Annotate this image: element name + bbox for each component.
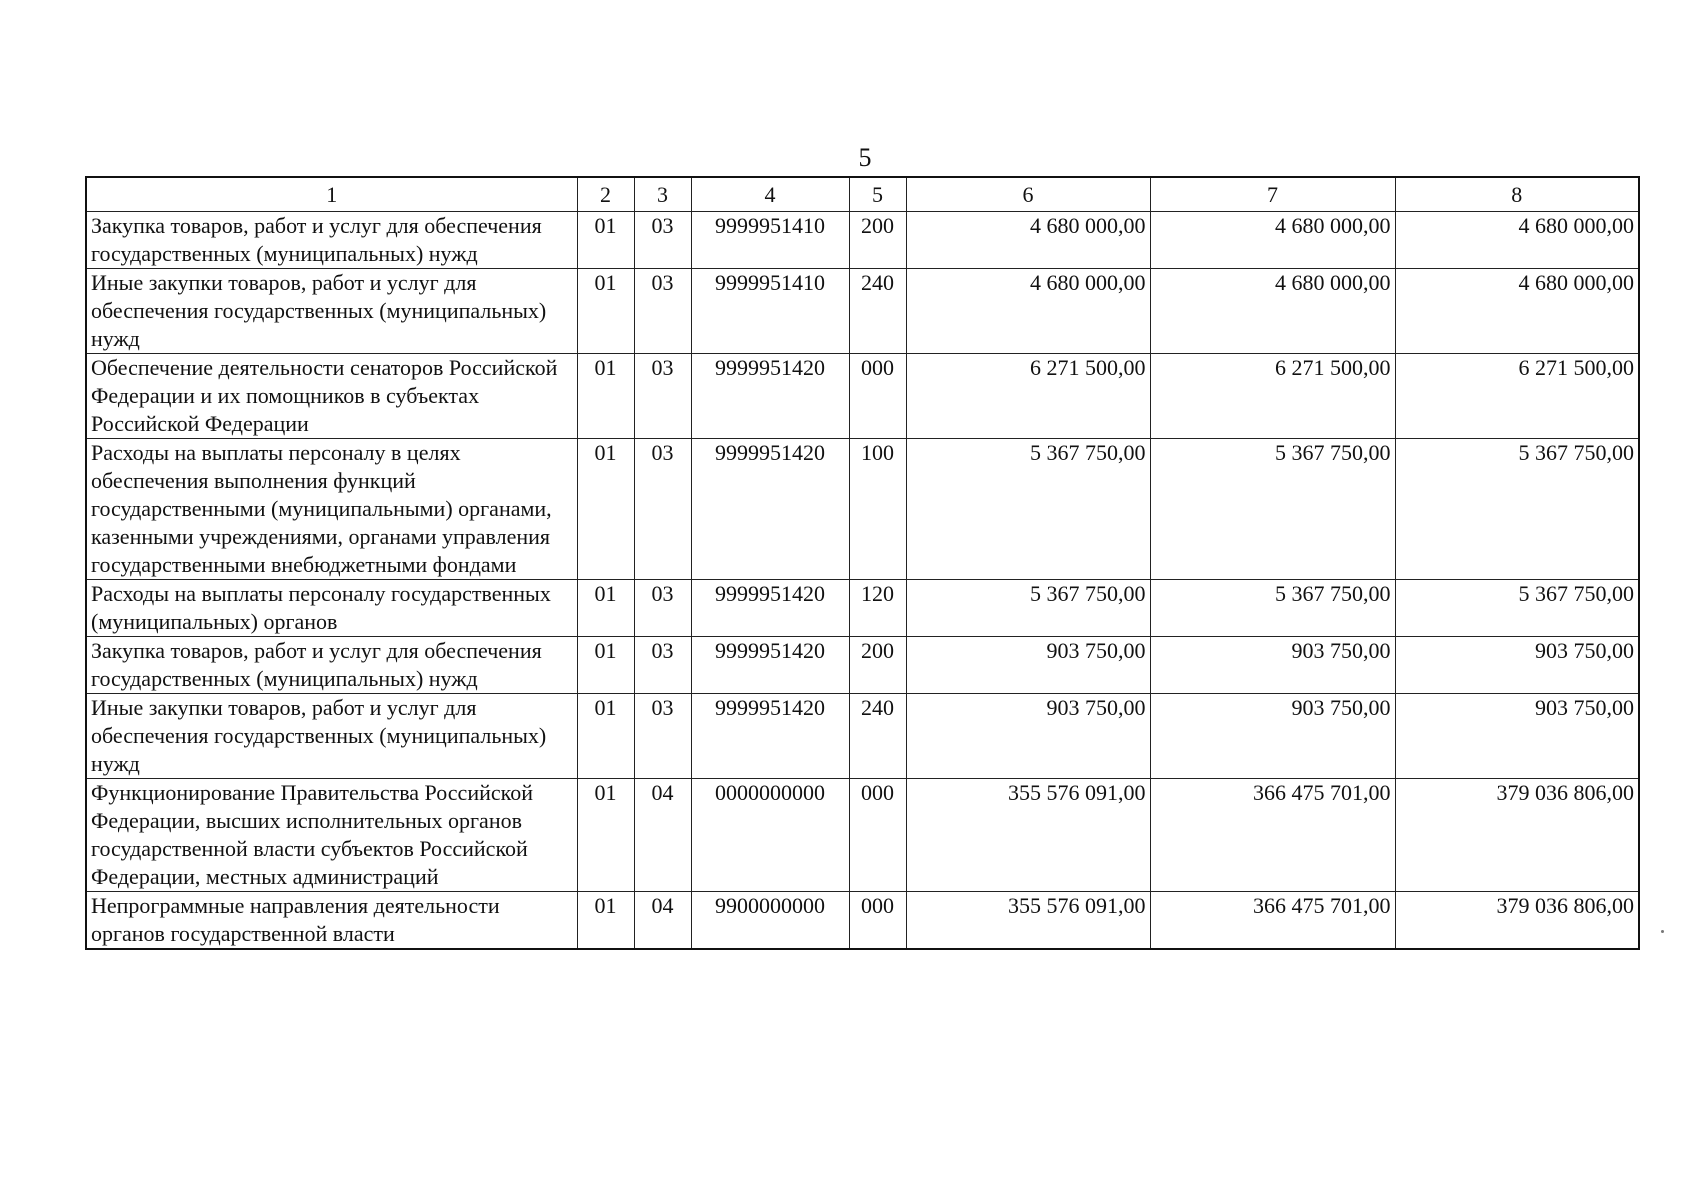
row-target-code: 9999951420 [691, 637, 849, 694]
row-amount-col7: 903 750,00 [1150, 637, 1395, 694]
row-expense-type: 240 [849, 694, 906, 779]
row-target-code: 9999951420 [691, 439, 849, 580]
row-amount-col7: 5 367 750,00 [1150, 439, 1395, 580]
row-subsection: 03 [634, 580, 691, 637]
row-expense-type: 000 [849, 354, 906, 439]
header-row [86, 177, 1639, 212]
row-amount-col6: 5 367 750,00 [906, 580, 1150, 637]
row-section: 01 [577, 354, 634, 439]
row-name: Расходы на выплаты персоналу в целях обеспечения выполнения функций государственными (муниципальными) органами, казенными учреждениями, органами управления государственными внебюджетными фондами [86, 439, 577, 580]
row-amount-col8: 5 367 750,00 [1395, 580, 1639, 637]
row-name: Закупка товаров, работ и услуг для обеспечения государственных (муниципальных) нужд [86, 212, 577, 269]
scan-speck [1661, 930, 1664, 933]
row-expense-type: 000 [849, 779, 906, 892]
table-row [86, 354, 1639, 439]
row-amount-col8: 379 036 806,00 [1395, 892, 1639, 950]
table-row [86, 580, 1639, 637]
row-expense-type: 240 [849, 269, 906, 354]
budget-table [85, 176, 1640, 950]
row-amount-col8: 4 680 000,00 [1395, 212, 1639, 269]
page-number: 5 [858, 143, 872, 172]
row-target-code: 9999951420 [691, 580, 849, 637]
row-amount-col6: 355 576 091,00 [906, 892, 1150, 950]
row-amount-col6: 4 680 000,00 [906, 212, 1150, 269]
row-expense-type: 200 [849, 637, 906, 694]
row-subsection: 03 [634, 212, 691, 269]
table-row [86, 439, 1639, 580]
row-amount-col8: 379 036 806,00 [1395, 779, 1639, 892]
header-col-5: 5 [849, 177, 906, 212]
row-amount-col7: 5 367 750,00 [1150, 580, 1395, 637]
row-amount-col7: 903 750,00 [1150, 694, 1395, 779]
row-section: 01 [577, 694, 634, 779]
row-amount-col7: 4 680 000,00 [1150, 212, 1395, 269]
row-subsection: 04 [634, 892, 691, 950]
row-amount-col8: 4 680 000,00 [1395, 269, 1639, 354]
row-amount-col7: 6 271 500,00 [1150, 354, 1395, 439]
row-amount-col8: 903 750,00 [1395, 637, 1639, 694]
row-name: Закупка товаров, работ и услуг для обеспечения государственных (муниципальных) нужд [86, 637, 577, 694]
table-row [86, 212, 1639, 269]
row-section: 01 [577, 637, 634, 694]
row-target-code: 9999951420 [691, 694, 849, 779]
row-section: 01 [577, 580, 634, 637]
table-row [86, 637, 1639, 694]
row-expense-type: 000 [849, 892, 906, 950]
row-amount-col6: 355 576 091,00 [906, 779, 1150, 892]
row-expense-type: 200 [849, 212, 906, 269]
header-col-8: 8 [1395, 177, 1639, 212]
row-target-code: 9900000000 [691, 892, 849, 950]
row-name: Расходы на выплаты персоналу государственных (муниципальных) органов [86, 580, 577, 637]
row-target-code: 9999951410 [691, 269, 849, 354]
header-col-4: 4 [691, 177, 849, 212]
table-row [86, 694, 1639, 779]
row-subsection: 03 [634, 694, 691, 779]
table-row [86, 892, 1639, 950]
row-target-code: 9999951420 [691, 354, 849, 439]
row-amount-col8: 5 367 750,00 [1395, 439, 1639, 580]
header-col-1: 1 [86, 177, 577, 212]
header-col-2: 2 [577, 177, 634, 212]
table-row [86, 779, 1639, 892]
row-expense-type: 120 [849, 580, 906, 637]
row-section: 01 [577, 892, 634, 950]
row-amount-col7: 4 680 000,00 [1150, 269, 1395, 354]
row-amount-col6: 5 367 750,00 [906, 439, 1150, 580]
row-name: Обеспечение деятельности сенаторов Российской Федерации и их помощников в субъектах Российской Федерации [86, 354, 577, 439]
row-subsection: 03 [634, 269, 691, 354]
header-col-3: 3 [634, 177, 691, 212]
header-col-6: 6 [906, 177, 1150, 212]
header-col-7: 7 [1150, 177, 1395, 212]
row-expense-type: 100 [849, 439, 906, 580]
row-subsection: 03 [634, 637, 691, 694]
table-row [86, 269, 1639, 354]
row-name: Иные закупки товаров, работ и услуг для обеспечения государственных (муниципальных) нужд [86, 269, 577, 354]
row-amount-col6: 6 271 500,00 [906, 354, 1150, 439]
row-section: 01 [577, 212, 634, 269]
row-amount-col6: 903 750,00 [906, 694, 1150, 779]
row-amount-col7: 366 475 701,00 [1150, 779, 1395, 892]
row-subsection: 03 [634, 439, 691, 580]
row-target-code: 0000000000 [691, 779, 849, 892]
row-section: 01 [577, 269, 634, 354]
row-target-code: 9999951410 [691, 212, 849, 269]
row-subsection: 03 [634, 354, 691, 439]
row-amount-col8: 903 750,00 [1395, 694, 1639, 779]
row-name: Иные закупки товаров, работ и услуг для обеспечения государственных (муниципальных) нужд [86, 694, 577, 779]
row-section: 01 [577, 439, 634, 580]
row-name: Функционирование Правительства Российской Федерации, высших исполнительных органов государственной власти субъектов Российской Федерации, местных администраций [86, 779, 577, 892]
row-amount-col7: 366 475 701,00 [1150, 892, 1395, 950]
row-amount-col6: 903 750,00 [906, 637, 1150, 694]
row-amount-col8: 6 271 500,00 [1395, 354, 1639, 439]
row-section: 01 [577, 779, 634, 892]
row-amount-col6: 4 680 000,00 [906, 269, 1150, 354]
row-subsection: 04 [634, 779, 691, 892]
row-name: Непрограммные направления деятельности органов государственной власти [86, 892, 577, 950]
